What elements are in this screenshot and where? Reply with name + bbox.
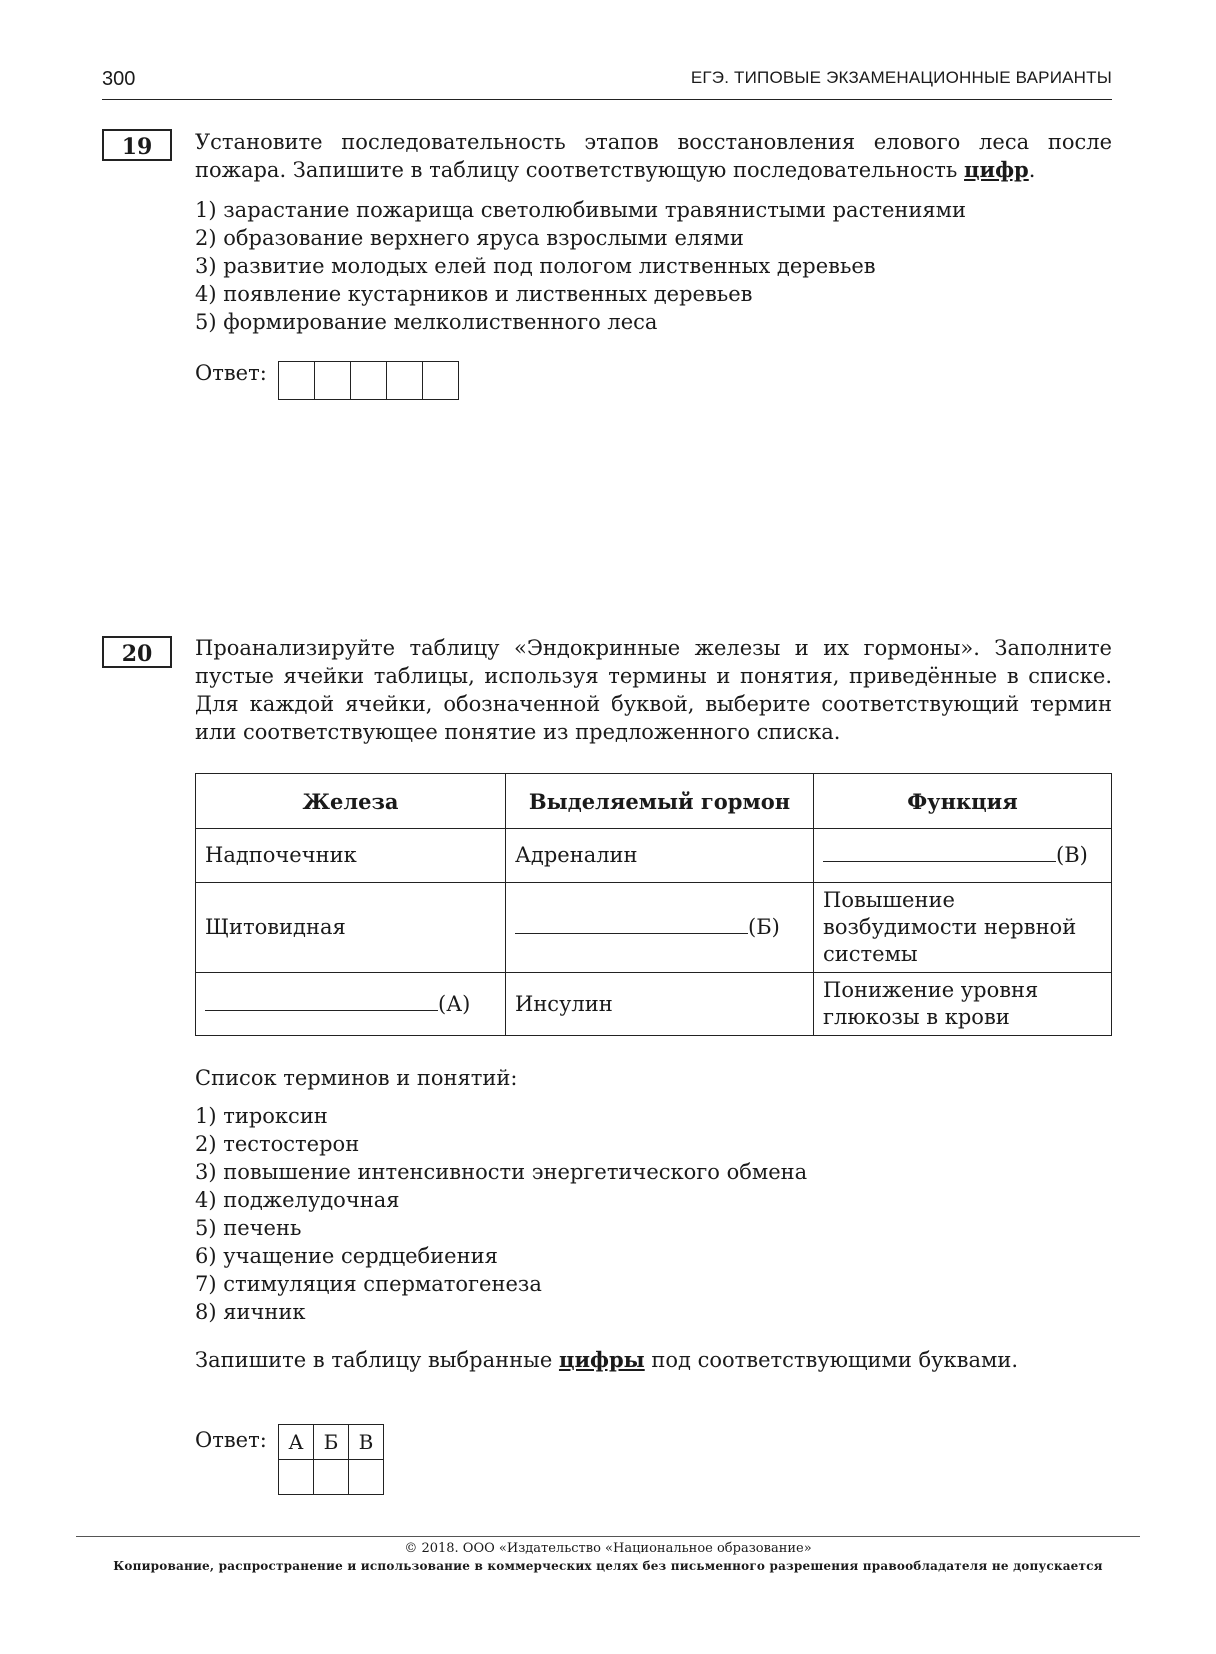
list-item: 5) формирование мелколиственного леса [195,310,658,334]
answer-cell-1[interactable] [279,362,315,399]
task-20-intro: Проанализируйте таблицу «Эндокринные железы и их гормоны». Заполните пустые ячейки таблицы, используя термины и понятия, приведённые в списке. Для каждой ячейки, обозначенной буквой, выберите соответствующий термин или соответствующее понятие из предложенного списка. [195,636,1112,744]
blank-line [823,843,1056,862]
list-item: 4) появление кустарников и лиственных деревьев [195,282,753,306]
task-19-answer-label: Ответ: [195,361,267,385]
footer-rule [76,1536,1140,1537]
table-cell: Повышение возбудимости нервной системы [814,883,1112,973]
task-20-number: 20 [102,636,172,668]
task-19-options [195,196,966,336]
instruction-emphasis: цифры [558,1347,645,1372]
table-header-row [196,774,1112,829]
table-cell-blank-v[interactable] [814,829,1112,883]
blank-letter: (Б) [748,915,780,939]
instruction-text-end: под соответствующими буквами. [644,1348,1019,1372]
task-19-number: 19 [102,129,172,161]
footer-notice: Копирование, распространение и использование в коммерческих целях без письменного разрешения правообладателя не допускается [113,1559,1103,1573]
table-row [196,829,1112,883]
list-item: 1) зарастание пожарища светолюбивыми травянистыми растениями [195,198,966,222]
answer-input-a[interactable] [279,1460,314,1495]
blank-line [515,915,748,934]
instruction-text: Запишите в таблицу выбранные [195,1348,559,1372]
footer-copyright: © 2018. ООО «Издательство «Национальное образование» [404,1541,812,1556]
list-item: 1) тироксин [195,1104,328,1128]
task-19-question [195,128,1112,184]
terms-list-title: Список терминов и понятий: [195,1066,518,1090]
table-row [196,973,1112,1036]
task-19-emphasis: цифр [964,157,1029,182]
table-cell: Инсулин [506,973,814,1036]
answer-letter: Б [314,1425,349,1460]
list-item: 3) повышение интенсивности энергетического обмена [195,1160,808,1184]
task-19-answer-cells [278,361,459,400]
list-item: 2) образование верхнего яруса взрослыми елями [195,226,744,250]
page-number: 300 [102,68,136,90]
answer-letters-row [279,1425,384,1460]
list-item: 4) поджелудочная [195,1188,400,1212]
answer-input-b[interactable] [314,1460,349,1495]
task-20-instruction [195,1346,1112,1374]
table-cell: Щитовидная [196,883,506,973]
answer-cell-2[interactable] [315,362,351,399]
answer-cell-5[interactable] [423,362,458,399]
table-cell-blank-b[interactable] [506,883,814,973]
task-20-answer-label: Ответ: [195,1428,267,1452]
answer-cell-3[interactable] [351,362,387,399]
table-cell: Надпочечник [196,829,506,883]
header-rule [102,99,1112,100]
table-cell: Адреналин [506,829,814,883]
task-20-answer-table [278,1424,384,1495]
col-header-gland: Железа [196,774,506,829]
task-19-text: Установите последовательность этапов восстановления елового леса после пожара. Запишите в таблицу соответствующую последовательность [195,130,1112,182]
task-19-text-end: . [1028,158,1036,182]
blank-line [205,992,438,1011]
terms-list [195,1102,807,1326]
answer-cell-4[interactable] [387,362,423,399]
answer-input-row [279,1460,384,1495]
list-item: 6) учащение сердцебиения [195,1244,498,1268]
table-row [196,883,1112,973]
blank-letter: (А) [438,991,471,1016]
answer-letter: А [279,1425,314,1460]
answer-letter: В [349,1425,384,1460]
blank-letter: (В) [1056,843,1088,867]
table-cell-blank-a[interactable] [196,973,506,1036]
running-title: ЕГЭ. ТИПОВЫЕ ЭКЗАМЕНАЦИОННЫЕ ВАРИАНТЫ [690,68,1112,87]
col-header-function: Функция [814,774,1112,829]
table-cell: Понижение уровня глюкозы в крови [814,973,1112,1036]
hormones-table [195,773,1112,1036]
list-item: 8) яичник [195,1300,306,1324]
list-item: 2) тестостерон [195,1132,360,1156]
list-item: 3) развитие молодых елей под пологом лиственных деревьев [195,254,876,278]
list-item: 7) стимуляция сперматогенеза [195,1272,542,1296]
list-item: 5) печень [195,1216,302,1240]
answer-input-c[interactable] [349,1460,384,1495]
col-header-hormone: Выделяемый гормон [506,774,814,829]
